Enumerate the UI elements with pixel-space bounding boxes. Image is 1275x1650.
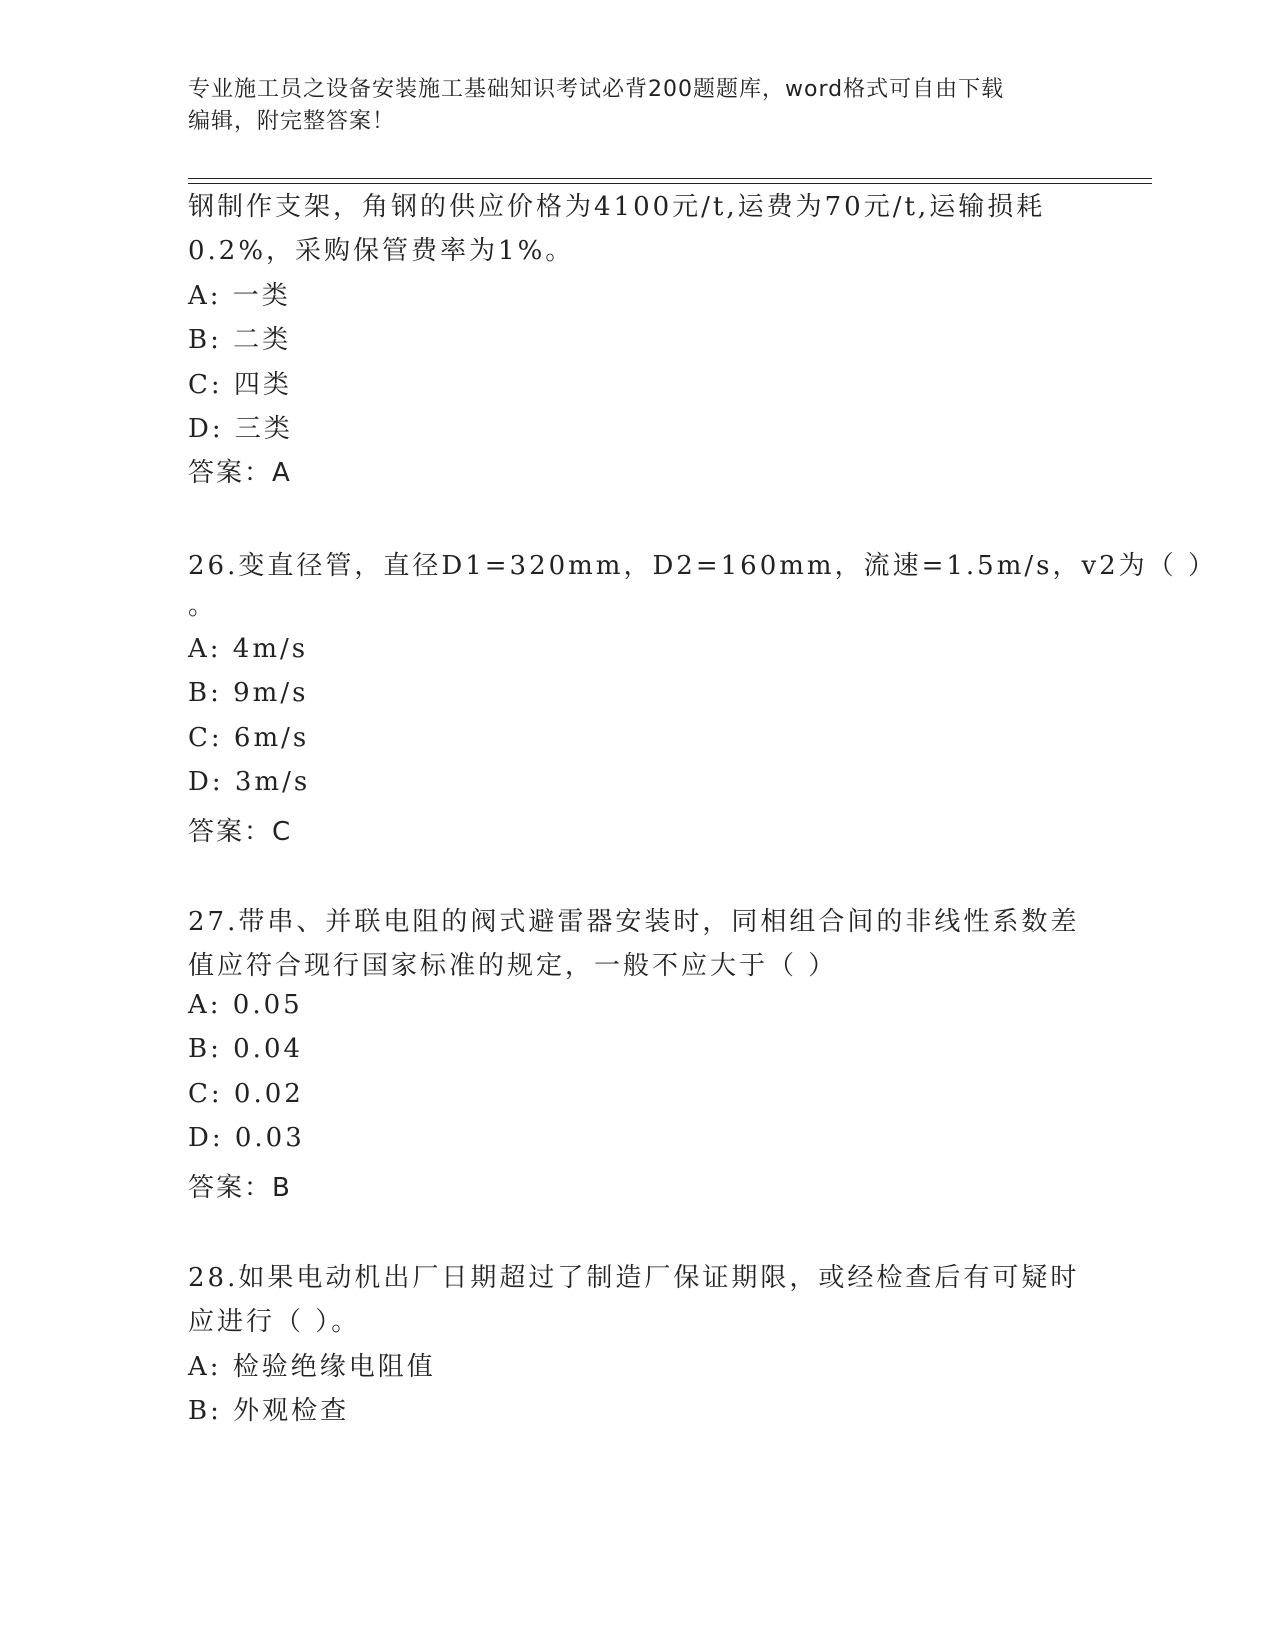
option-a: A: 检验绝缘电阻值 (188, 1352, 436, 1382)
question-block-prev (188, 186, 1148, 506)
question-text-line: 26.变直径管，直径D1=320mm，D2=160mm，流速=1.5m/s，v2为（ ） (188, 551, 1217, 581)
option-a: A: 一类 (188, 281, 291, 311)
answer-label: 答案：B (188, 1173, 292, 1203)
option-b: B: 9m/s (188, 678, 309, 708)
option-d: D: 0.03 (188, 1123, 305, 1153)
question-text-line: 0.2%，采购保管费率为1%。 (188, 236, 575, 266)
option-b: B: 0.04 (188, 1034, 304, 1064)
option-c: C: 6m/s (188, 723, 310, 753)
header-title-line2: 编辑，附完整答案！ (188, 109, 396, 134)
header-divider-top (188, 178, 1152, 179)
question-text-line: 27.带串、并联电阻的阀式避雷器安装时，同相组合间的非线性系数差 (188, 907, 1080, 937)
option-b: B: 外观检查 (188, 1396, 350, 1426)
header-title-line1: 专业施工员之设备安装施工基础知识考试必背200题题库，word格式可自由下载 (188, 77, 1005, 102)
question-block-27 (188, 901, 1148, 1221)
option-a: A: 0.05 (188, 990, 303, 1020)
option-c: C: 四类 (188, 370, 292, 400)
question-text-line: 应进行（ ）。 (188, 1307, 361, 1337)
option-d: D: 3m/s (188, 767, 311, 797)
question-block-26 (188, 545, 1217, 865)
question-text-line: 钢制作支架，角钢的供应价格为4100元/t,运费为70元/t,运输损耗 (188, 192, 1046, 222)
option-b: B: 二类 (188, 325, 292, 355)
question-text-line: 。 (188, 591, 218, 621)
option-c: C: 0.02 (188, 1079, 304, 1109)
answer-label: 答案：A (188, 458, 292, 488)
header-divider-bottom (188, 183, 1152, 184)
option-a: A: 4m/s (188, 634, 309, 664)
question-text-line: 28.如果电动机出厂日期超过了制造厂保证期限，或经检查后有可疑时 (188, 1263, 1080, 1293)
option-d: D: 三类 (188, 414, 293, 444)
question-text-line: 值应符合现行国家标准的规定，一般不应大于（ ） (188, 951, 838, 981)
answer-label: 答案：C (188, 817, 293, 847)
question-block-28 (188, 1257, 1148, 1457)
document-header (188, 74, 1088, 138)
